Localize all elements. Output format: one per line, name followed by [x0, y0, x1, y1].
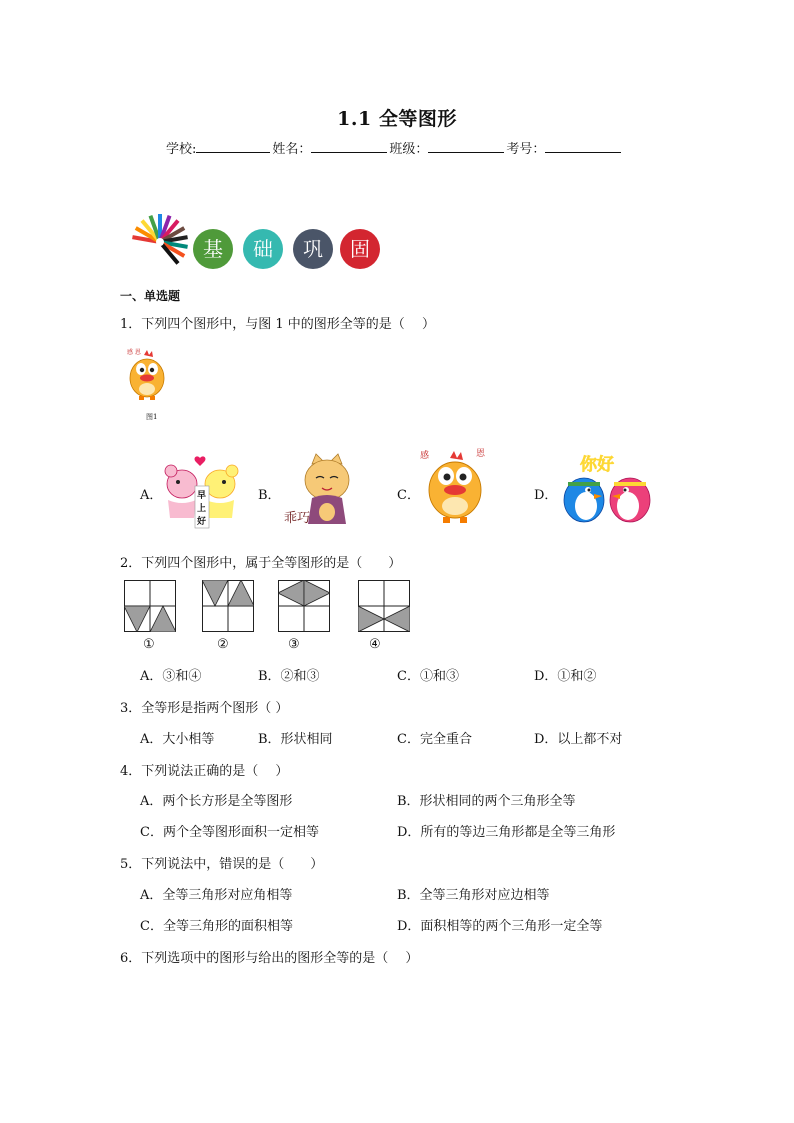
- badge-gu: 固: [340, 229, 380, 269]
- svg-text:感: 感: [420, 451, 430, 461]
- svg-text:早: 早: [197, 491, 207, 501]
- q2-figure-2-grid: [202, 580, 254, 632]
- q3-option-a[interactable]: A．大小相等: [140, 732, 215, 747]
- q4-option-d[interactable]: D．所有的等边三角形都是全等三角形: [397, 825, 616, 840]
- svg-text:你好: 你好: [580, 455, 614, 475]
- q2-option-c[interactable]: C．①和③: [397, 669, 459, 684]
- question-6-text: 6．下列选项中的图形与给出的图形全等的是（ ）: [120, 951, 419, 966]
- q2-figure-4-label: ④: [369, 637, 381, 652]
- figure-1-chick-image: [124, 346, 170, 412]
- q3-option-c[interactable]: C．完全重合: [397, 732, 472, 747]
- q2-figure-4-grid: [358, 580, 410, 632]
- svg-text:乖巧: 乖巧: [284, 511, 311, 526]
- q1-option-b-cat-image[interactable]: [282, 452, 372, 530]
- question-2-text: 2．下列四个图形中，属于全等图形的是（ ）: [120, 556, 402, 571]
- name-label: 姓名：: [272, 142, 312, 157]
- q5-option-a[interactable]: A．全等三角形对应角相等: [140, 888, 293, 903]
- q1-option-d-label[interactable]: D．: [534, 488, 558, 503]
- question-5-text: 5．下列说法中，错误的是（ ）: [120, 857, 324, 872]
- q1-option-a-mice-image[interactable]: [162, 454, 242, 530]
- q4-option-c[interactable]: C．两个全等图形面积一定相等: [140, 825, 319, 840]
- question-3-text: 3．全等形是指两个图形（ ）: [120, 701, 289, 716]
- q5-option-d[interactable]: D．面积相等的两个三角形一定全等: [397, 919, 603, 934]
- q1-option-b-label[interactable]: B．: [258, 488, 281, 503]
- q1-option-c-label[interactable]: C．: [397, 488, 420, 503]
- name-field[interactable]: [311, 138, 387, 153]
- school-field[interactable]: [196, 138, 270, 153]
- section-heading: 一、单选题: [120, 289, 181, 303]
- svg-text:好: 好: [197, 517, 207, 527]
- figure-1-caption: 图1: [146, 413, 158, 421]
- class-label: 班级：: [389, 142, 429, 157]
- q2-figure-1-grid: [124, 580, 176, 632]
- color-pencil-fan-icon: [130, 212, 188, 270]
- q5-option-c[interactable]: C．全等三角形的面积相等: [140, 919, 293, 934]
- q1-option-d-penguins-image[interactable]: [558, 452, 662, 530]
- student-info-line: [166, 138, 621, 157]
- q2-option-a[interactable]: A．③和④: [140, 669, 202, 684]
- number-label: 考号：: [506, 142, 546, 157]
- q2-figure-4: [358, 580, 410, 632]
- q2-figure-1: [124, 580, 176, 632]
- q3-option-b[interactable]: B．形状相同: [258, 732, 333, 747]
- class-field[interactable]: [428, 138, 504, 153]
- q2-figure-3: [278, 580, 330, 632]
- q2-figure-3-label: ③: [288, 637, 300, 652]
- svg-text:恩: 恩: [476, 449, 486, 459]
- svg-text:感 恩: 感 恩: [127, 349, 141, 356]
- badge-chu: 础: [243, 229, 283, 269]
- svg-text:上: 上: [197, 504, 207, 514]
- question-4-text: 4．下列说法正确的是（ ）: [120, 764, 289, 779]
- question-1-text: 1．下列四个图形中，与图 1 中的图形全等的是（ ）: [120, 317, 435, 332]
- q3-option-d[interactable]: D．以上都不对: [534, 732, 623, 747]
- q2-figure-2: [202, 580, 254, 632]
- q1-option-a-label[interactable]: A．: [140, 488, 163, 503]
- page-title: 1.1 全等图形: [337, 108, 457, 130]
- badge-gong: 巩: [293, 229, 333, 269]
- q5-option-b[interactable]: B．全等三角形对应边相等: [397, 888, 550, 903]
- q2-figure-2-label: ②: [217, 637, 229, 652]
- q1-option-c-chick-image[interactable]: [418, 446, 492, 530]
- q4-option-b[interactable]: B．形状相同的两个三角形全等: [397, 794, 576, 809]
- badge-ji: 基: [193, 229, 233, 269]
- q4-option-a[interactable]: A．两个长方形是全等图形: [140, 794, 293, 809]
- q2-option-d[interactable]: D．①和②: [534, 669, 597, 684]
- q2-figure-1-label: ①: [143, 637, 155, 652]
- number-field[interactable]: [545, 138, 621, 153]
- school-label: 学校:: [166, 142, 197, 157]
- q2-figure-3-grid: [278, 580, 330, 632]
- q2-option-b[interactable]: B．②和③: [258, 669, 320, 684]
